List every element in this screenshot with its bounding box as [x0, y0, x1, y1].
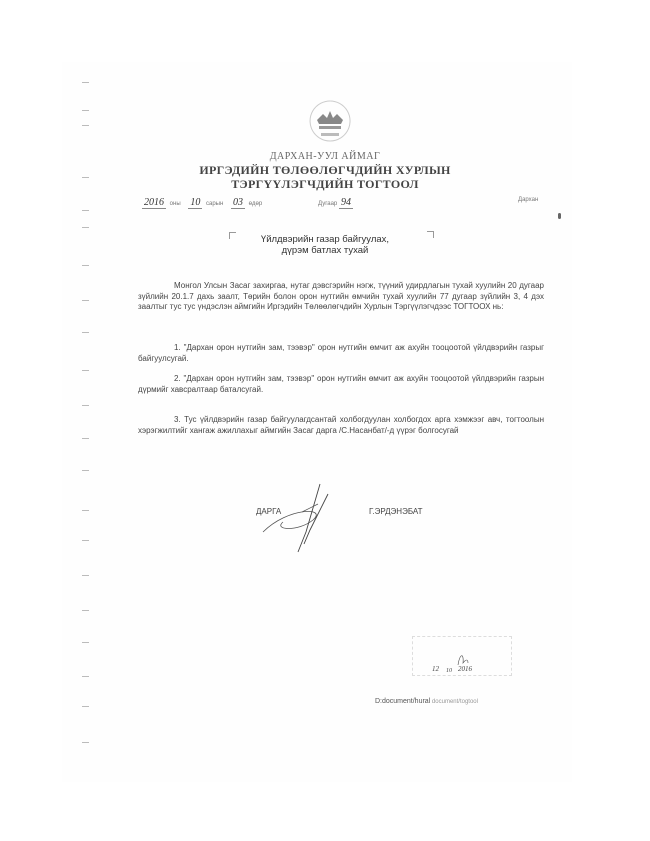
file-path-footer — [375, 698, 478, 705]
year-value: 2016 — [144, 197, 164, 208]
handwritten-signature — [258, 482, 368, 562]
number-value: 94 — [340, 197, 351, 208]
resolution-item-1 — [138, 343, 544, 364]
preamble-text: Монгол Улсын Засаг захиргаа, нутаг дэвсгэрийн нэгж, түүний удирдлагын тухай хуулийн 20 дугаар зүйлийн 20.1.7 дахь заалт, Төрийн болон орон нутгийн өмчийн тухай хуулийн 77 дугаар зүйлийн 3, 4 дэх заалтыг тус тус үндэслэн аймгийн Иргэдийн Төлөөлөгчдийн Хурлын Тэргүүлэгчдээс ТОГТООХ нь: — [138, 281, 544, 312]
day-value: 03 — [232, 197, 243, 208]
resolution-item-2 — [138, 374, 544, 395]
stamp-initials — [430, 651, 490, 675]
state-emblem-icon — [305, 98, 355, 144]
organization-name: ИРГЭДИЙН ТӨЛӨӨЛӨГЧДИЙН ХУРЛЫН — [199, 163, 451, 177]
file-path-faded: document/togtool — [430, 699, 478, 705]
signatory-name: Г.ЭРДЭНЭБАТ — [369, 507, 423, 516]
item-text: 2. "Дархан орон нутгийн зам, тээвэр" орон нутгийн өмчит аж ахуйн тооцоотой үйлдвэрийн газрын дүрмийг хавсралтаар баталсугай. — [138, 374, 544, 394]
month-value: 10 — [190, 197, 201, 208]
date-field — [142, 197, 268, 209]
document-type: ТЭРГҮҮЛЭГЧДИЙН ТОГТООЛ — [231, 177, 419, 191]
number-label: Дугаар — [318, 201, 338, 207]
signatory-title: ДАРГА — [256, 507, 282, 516]
day-label: өдөр — [248, 201, 263, 207]
document-title-line-1: Үйлдвэрийн газар байгуулах, — [260, 234, 390, 245]
svg-text:12: 12 — [432, 665, 439, 673]
item-text: 1. "Дархан орон нутгийн зам, тээвэр" орон нутгийн өмчит аж ахуйн тооцоотой үйлдвэрийн газрыг байгуулсугай. — [138, 343, 544, 363]
item-text: 3. Тус үйлдвэрийн газар байгуулагдсантай холбогдуулан холбогдох арга хэмжээг авч, тогтоолын хэрэгжилтийг хангаж ажиллахыг аймгийн Засаг дарга /С.Насанбат/-д үүрэг болгосугай — [138, 415, 544, 435]
document-title-line-2: дүрэм батлах тухай — [281, 245, 369, 256]
aimag-name: ДАРХАН-УУЛ АЙМАГ — [269, 151, 381, 162]
scan-speck — [558, 213, 561, 219]
resolution-item-3 — [138, 415, 544, 436]
document-number — [318, 197, 353, 209]
preamble-paragraph — [138, 281, 544, 313]
city: Дархан — [518, 197, 539, 203]
month-label: сарын — [205, 201, 224, 207]
year-label: оны — [169, 201, 181, 207]
file-path: D:document/hural — [375, 698, 431, 705]
svg-text:2016: 2016 — [458, 665, 472, 673]
svg-text:10: 10 — [446, 668, 452, 674]
